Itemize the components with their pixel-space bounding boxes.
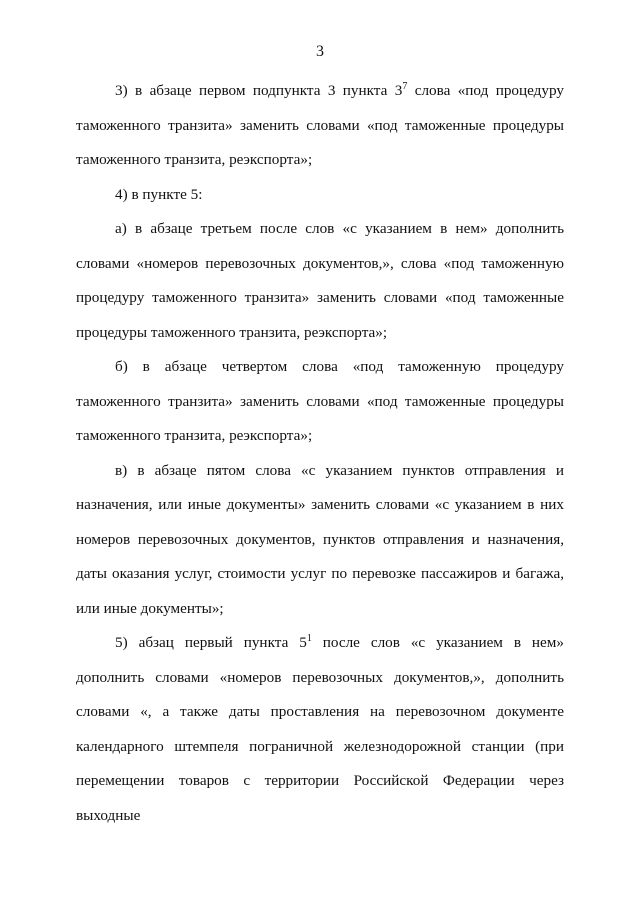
superscript: 7 — [402, 80, 408, 92]
paragraph-text-before-sup: 3) в абзаце первом подпункта 3 пункта 3 — [115, 82, 403, 99]
paragraph-item-4c: в) в абзаце пятом слова «с указанием пунктов отправления и назначения, или иные документы» заменить словами «с указанием в них номеров перевозочных документов, пунктов отправления и назначения, даты оказания услуг, стоимости услуг по перевозке пассажиров и багажа, или иные документы»; — [76, 461, 564, 617]
paragraph-text-before-sup: 5) абзац первый пункта 5 — [115, 634, 307, 651]
document-body — [76, 74, 564, 833]
paragraph-item-4a: а) в абзаце третьем после слов «с указанием в нем» дополнить словами «номеров перевозочных документов,», слова «под таможенную процедуру таможенного транзита» заменить словами «под таможенные процедуры таможенного транзита, реэкспорта»; — [76, 220, 564, 341]
paragraph-item-3 — [76, 74, 564, 178]
paragraph-item-4: 4) в пункте 5: — [115, 185, 203, 203]
paragraph-text-after-sup: после слов «с указанием в нем» дополнить словами «номеров перевозочных документов,», дополнить словами «, а также даты проставления на перевозочном документе календарного штемпеля пограничной железнодорожной станции (при перемещении товаров с территории Российской Федерации через выходные — [76, 634, 565, 824]
superscript: 1 — [306, 632, 312, 644]
page-number: 3 — [316, 43, 324, 60]
paragraph-item-4b: б) в абзаце четвертом слова «под таможенную процедуру таможенного транзита» заменить словами «под таможенные процедуры таможенного транзита, реэкспорта»; — [76, 358, 564, 444]
paragraph-text-after-sup: слова «под процедуру таможенного транзита» заменить словами «под таможенные процедуры таможенного транзита, реэкспорта»; — [76, 82, 564, 168]
paragraph-item-5 — [76, 626, 564, 833]
